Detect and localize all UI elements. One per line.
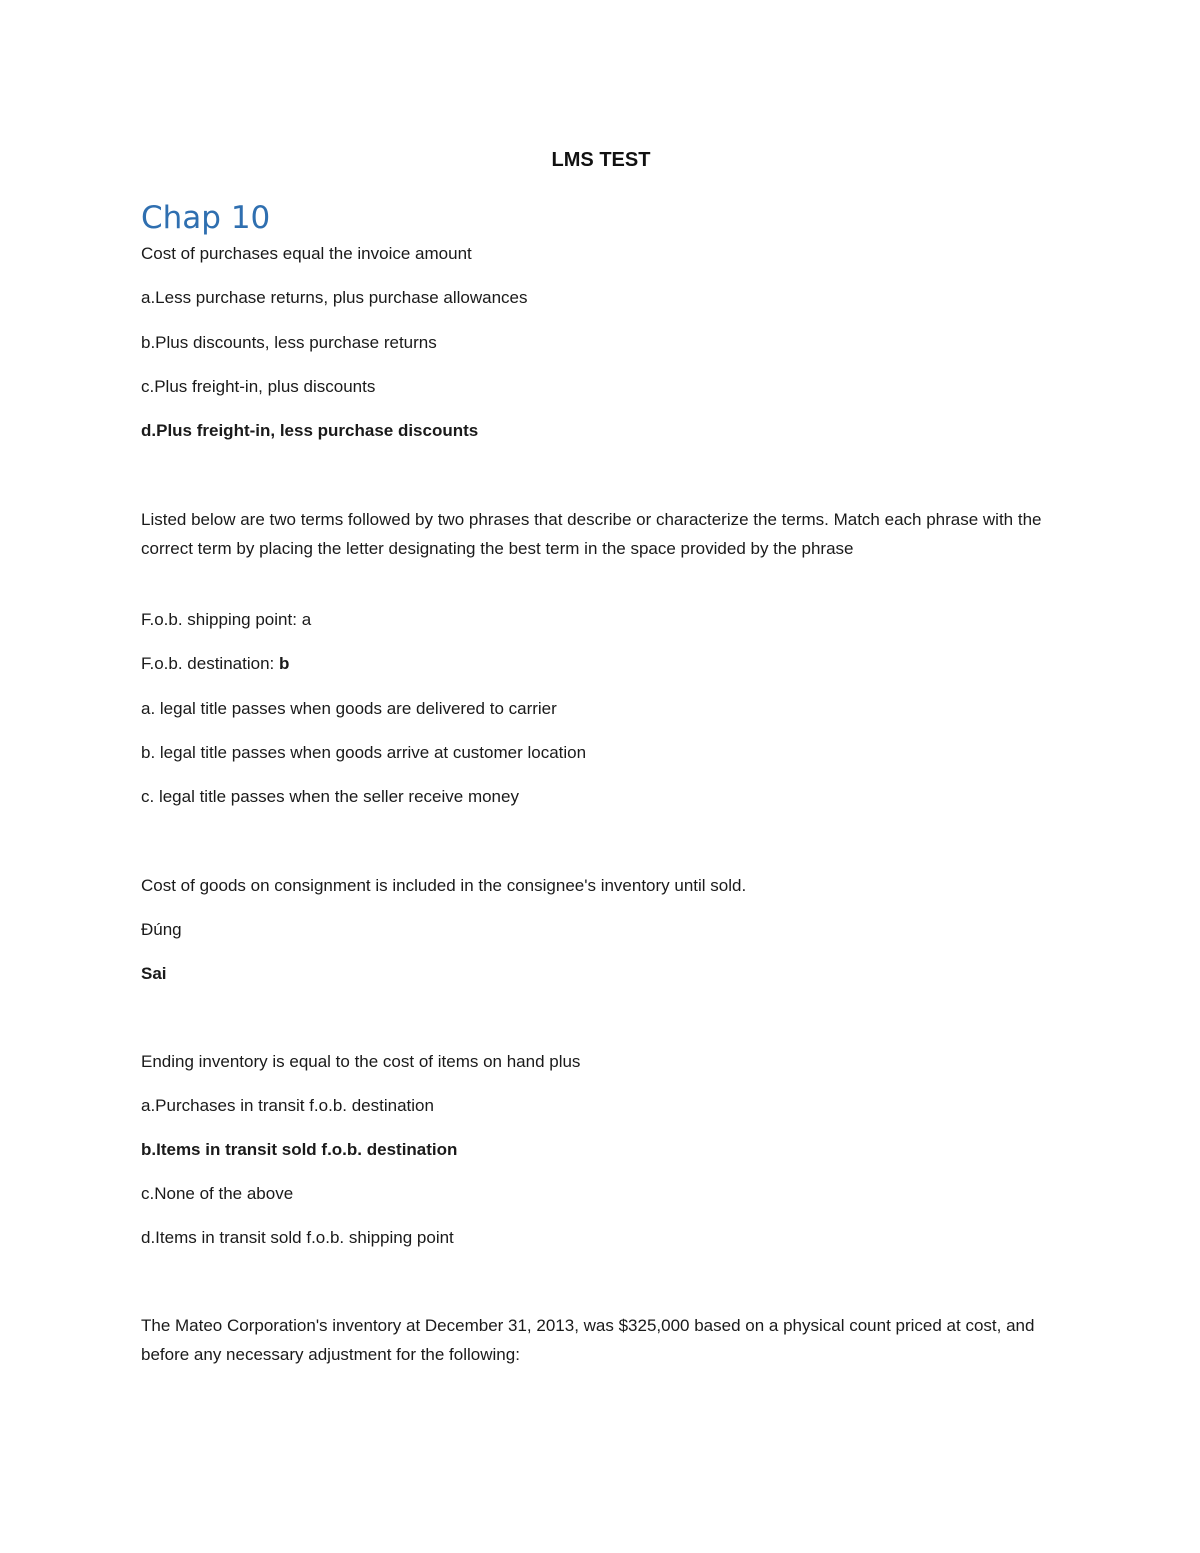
document-title: LMS TEST xyxy=(551,149,651,171)
question-5-text: The Mateo Corporation's inventory at December 31, 2013, was $325,000 based on a physical count priced at cost, and before any necessary adjustment for the following: xyxy=(141,1316,1035,1364)
question-4-option-c[interactable]: c.None of the above xyxy=(141,1184,294,1203)
question-4-text: Ending inventory is equal to the cost of items on hand plus xyxy=(141,1052,581,1071)
question-2-match-shipping-point xyxy=(141,606,311,634)
question-2-phrase-b: b. legal title passes when goods arrive at customer location xyxy=(141,743,587,762)
question-3-option-true[interactable]: Đúng xyxy=(141,920,182,939)
question-2-text: Listed below are two terms followed by two phrases that describe or characterize the terms. Match each phrase with the correct term by placing the letter designating the best term in the space provided by the phrase xyxy=(141,510,1042,558)
match-answer[interactable]: b xyxy=(279,654,290,673)
match-term: F.o.b. shipping point: xyxy=(141,610,297,629)
match-answer[interactable]: a xyxy=(301,610,312,629)
question-4-option-d[interactable]: d.Items in transit sold f.o.b. shipping point xyxy=(141,1228,454,1247)
question-4-option-b-selected[interactable]: b.Items in transit sold f.o.b. destination xyxy=(141,1140,458,1159)
question-1-option-a[interactable]: a.Less purchase returns, plus purchase allowances xyxy=(141,288,528,307)
question-1-text: Cost of purchases equal the invoice amount xyxy=(141,244,472,263)
question-1-option-c[interactable]: c.Plus freight-in, plus discounts xyxy=(141,377,376,396)
question-2-phrase-c: c. legal title passes when the seller receive money xyxy=(141,787,519,806)
match-term: F.o.b. destination: xyxy=(141,654,275,673)
question-2-match-destination xyxy=(141,650,289,678)
question-1-option-b[interactable]: b.Plus discounts, less purchase returns xyxy=(141,333,437,352)
question-3-text: Cost of goods on consignment is included in the consignee's inventory until sold. xyxy=(141,876,747,895)
chapter-heading: Chap 10 xyxy=(141,200,271,236)
question-1-option-d-selected[interactable]: d.Plus freight-in, less purchase discounts xyxy=(141,421,479,440)
question-3-option-false-selected[interactable]: Sai xyxy=(141,964,167,983)
question-4-option-a[interactable]: a.Purchases in transit f.o.b. destination xyxy=(141,1096,434,1115)
question-2-phrase-a: a. legal title passes when goods are delivered to carrier xyxy=(141,699,557,718)
